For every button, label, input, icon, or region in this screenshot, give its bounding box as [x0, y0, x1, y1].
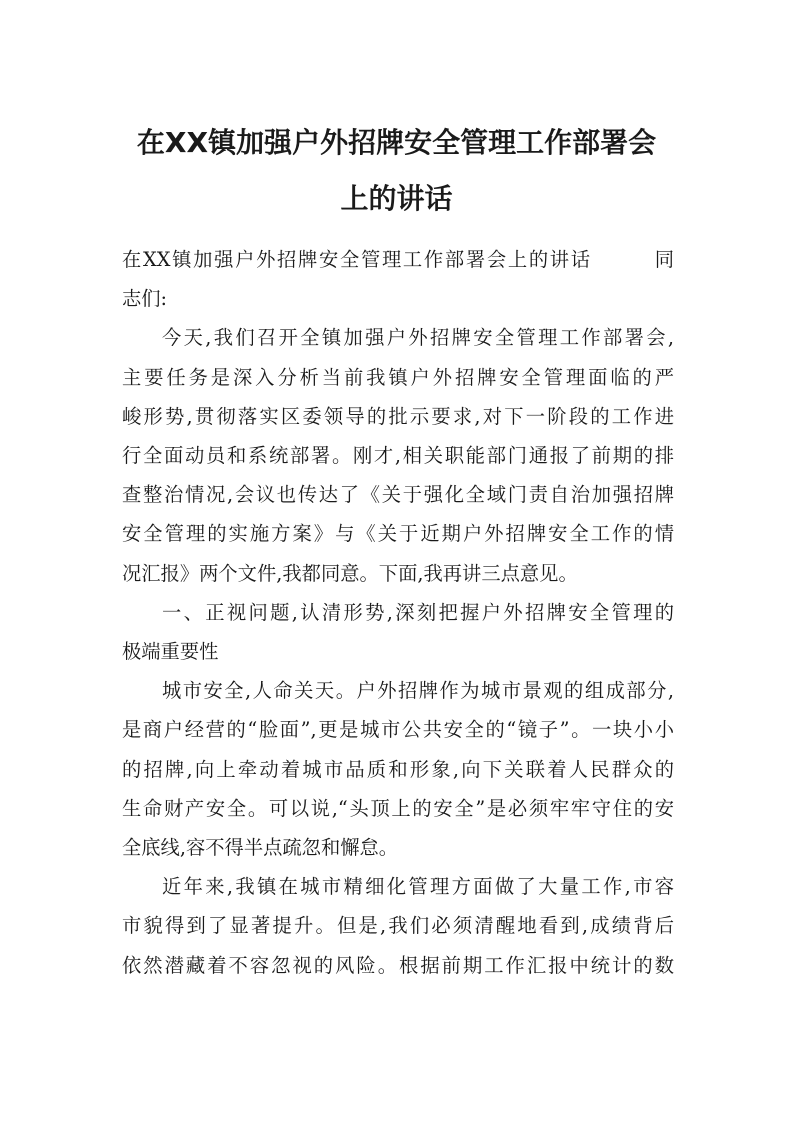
text-line: 峻形势,贯彻落实区委领导的批示要求,对下一阶段的工作进 — [122, 404, 674, 428]
paragraph-heading-salutation — [122, 240, 674, 318]
text-line: 市貌得到了显著提升。但是,我们必须清醒地看到,成绩背后 — [122, 914, 674, 938]
title-line: 上的讲话 — [340, 182, 453, 215]
title-line: 在XX镇加强户外招牌安全管理工作部署会 — [136, 126, 657, 159]
document-body — [122, 240, 674, 985]
text-line: 近年来,我镇在城市精细化管理方面做了大量工作,市容 — [162, 875, 674, 899]
paragraph-city-safety — [122, 671, 674, 867]
text-line: 查整治情况,会议也传达了《关于强化全域门责自治加强招牌 — [122, 483, 674, 507]
text-line: 况汇报》两个文件,我都同意。下面,我再讲三点意见。 — [122, 561, 578, 585]
paragraph-recent-years — [122, 867, 674, 985]
text-line: 一、正视问题,认清形势,深刻把握户外招牌安全管理的 — [162, 600, 674, 624]
text-line: 是商户经营的“脸面”,更是城市公共安全的“镜子”。一块小小 — [122, 718, 674, 742]
text-line: 极端重要性 — [122, 640, 219, 664]
section-heading-1 — [122, 593, 674, 671]
text-line: 安全管理的实施方案》与《关于近期户外招牌安全工作的情 — [122, 522, 674, 546]
text-line: 志们: — [122, 287, 168, 311]
text-line: 在XX镇加强户外招牌安全管理工作部署会上的讲话 同 — [122, 248, 674, 271]
text-line: 的招牌,向上牵动着城市品质和形象,向下关联着人民群众的 — [122, 757, 674, 781]
document-title — [110, 115, 683, 227]
text-line: 生命财产安全。可以说,“头顶上的安全”是必须牢牢守住的安 — [122, 796, 674, 820]
paragraph-opening — [122, 318, 674, 592]
text-line: 城市安全,人命关天。户外招牌作为城市景观的组成部分, — [162, 679, 674, 703]
text-line: 行全面动员和系统部署。刚才,相关职能部门通报了前期的排 — [122, 444, 674, 468]
text-line: 主要任务是深入分析当前我镇户外招牌安全管理面临的严 — [122, 365, 674, 389]
text-line: 全底线,容不得半点疏忽和懈怠。 — [122, 836, 399, 860]
text-line: 依然潜藏着不容忽视的风险。根据前期工作汇报中统计的数 — [122, 953, 674, 977]
text-line: 今天,我们召开全镇加强户外招牌安全管理工作部署会, — [162, 326, 674, 350]
